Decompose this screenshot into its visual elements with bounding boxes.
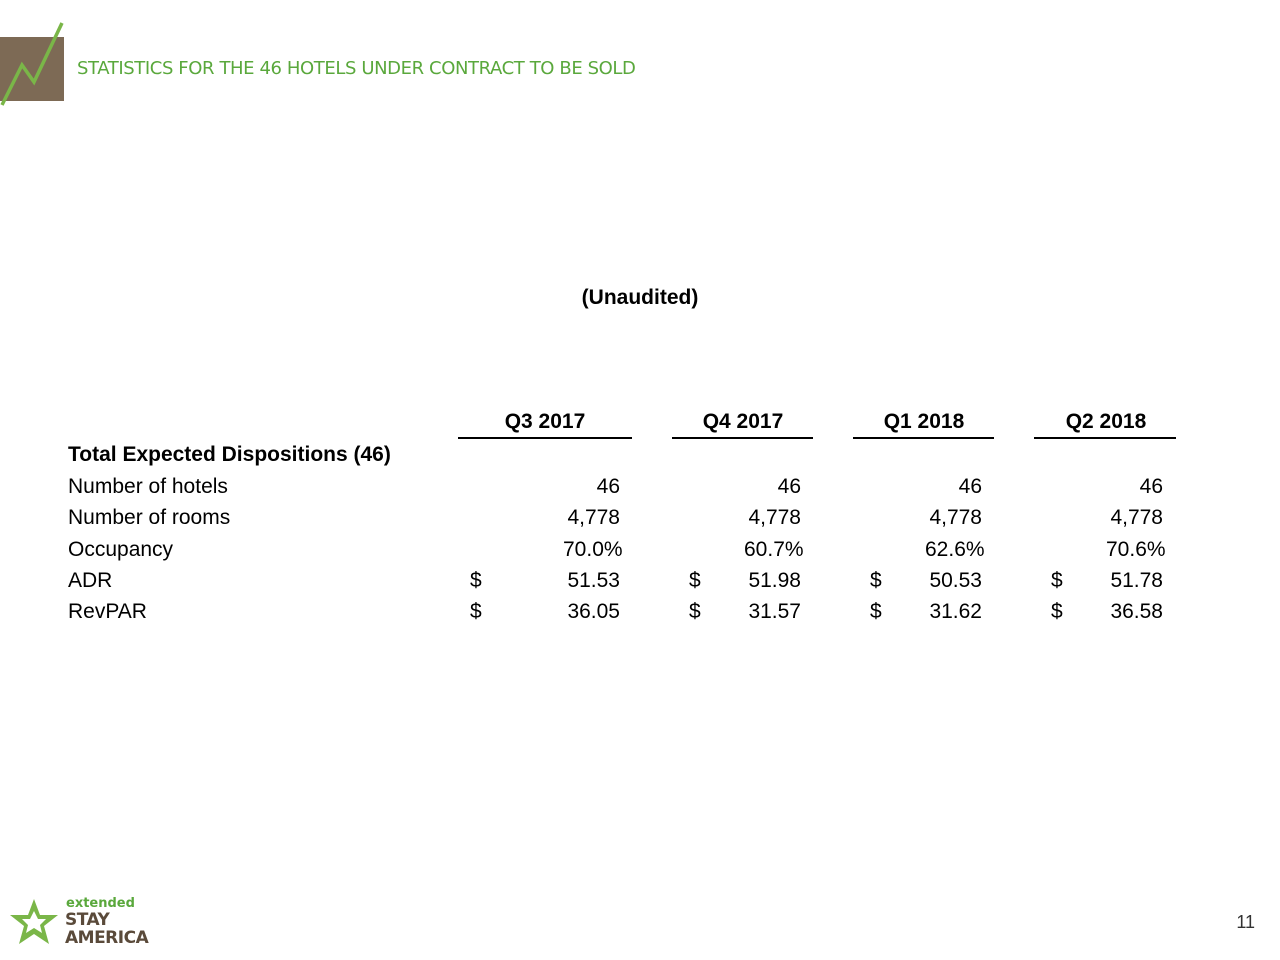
cell-value: 70.0% (563, 538, 623, 561)
column-header-q2-2018: Q2 2018 (1065, 410, 1147, 433)
currency-symbol: $ (689, 569, 701, 592)
currency-symbol: $ (870, 569, 882, 592)
table-row-revpar (0, 600, 1280, 631)
cell-value: 51.78 (1110, 569, 1163, 592)
cell-value: 60.7% (744, 538, 804, 561)
unaudited-label: (Unaudited) (581, 286, 699, 309)
cell-value: 31.62 (929, 600, 982, 623)
column-header-q4-2017: Q4 2017 (702, 410, 784, 433)
cell-value: 46 (596, 475, 620, 498)
cell-value: 36.58 (1110, 600, 1163, 623)
currency-symbol: $ (470, 600, 482, 623)
logo-text-america: AMERICA (65, 928, 149, 948)
currency-symbol: $ (689, 600, 701, 623)
cell-value: 4,778 (929, 506, 982, 529)
page-number: 11 (1236, 912, 1255, 932)
logo-text-extended: extended (66, 896, 135, 911)
table-row-rooms (0, 506, 1280, 537)
row-label: Number of hotels (68, 475, 228, 498)
currency-symbol: $ (1051, 569, 1063, 592)
cell-value: 51.53 (567, 569, 620, 592)
cell-value: 51.98 (748, 569, 801, 592)
section-label: Total Expected Dispositions (46) (68, 443, 391, 466)
cell-value: 46 (777, 475, 801, 498)
cell-value: 4,778 (748, 506, 801, 529)
cell-value: 70.6% (1106, 538, 1166, 561)
header-underline (672, 437, 813, 439)
logo-text-stay: STAY (65, 910, 110, 930)
cell-value: 46 (1139, 475, 1163, 498)
cell-value: 36.05 (567, 600, 620, 623)
brand-logo (8, 893, 168, 951)
cell-value: 4,778 (1110, 506, 1163, 529)
header-underline (458, 437, 632, 439)
currency-symbol: $ (870, 600, 882, 623)
checkmark-icon (0, 20, 70, 110)
row-label: Occupancy (68, 538, 174, 561)
cell-value: 50.53 (929, 569, 982, 592)
cell-value: 31.57 (748, 600, 801, 623)
header-underline (853, 437, 994, 439)
cell-value: 4,778 (567, 506, 620, 529)
cell-value: 46 (958, 475, 982, 498)
column-header-q3-2017: Q3 2017 (504, 410, 586, 433)
page-title: STATISTICS FOR THE 46 HOTELS UNDER CONTRACT TO BE SOLD (77, 58, 636, 79)
column-header-q1-2018: Q1 2018 (883, 410, 965, 433)
cell-value: 62.6% (925, 538, 985, 561)
currency-symbol: $ (470, 569, 482, 592)
header-underline (1034, 437, 1176, 439)
table-row-hotels (0, 475, 1280, 506)
table-row-adr (0, 569, 1280, 600)
star-icon (8, 897, 60, 947)
currency-symbol: $ (1051, 600, 1063, 623)
row-label: Number of rooms (68, 506, 231, 529)
table-row-occupancy (0, 538, 1280, 569)
row-label: ADR (68, 569, 113, 592)
row-label: RevPAR (68, 600, 147, 623)
